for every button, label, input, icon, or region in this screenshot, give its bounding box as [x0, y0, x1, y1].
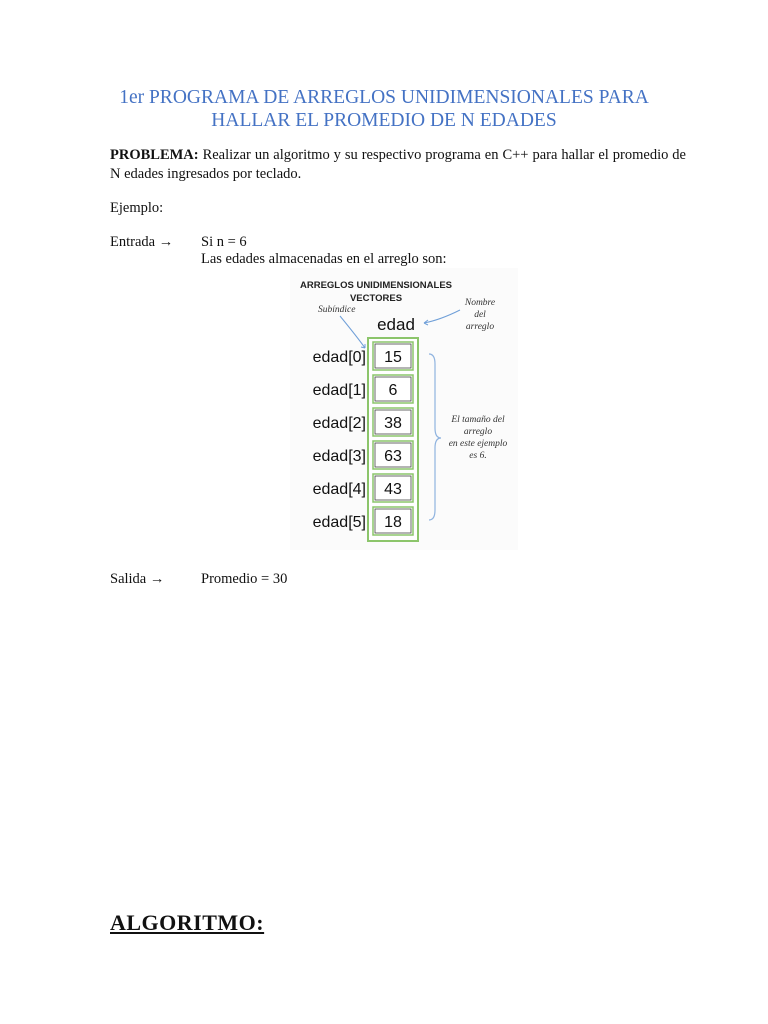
input-label: Entrada →	[110, 234, 174, 250]
array-index-label: edad[5]	[312, 514, 366, 531]
document-title	[60, 86, 708, 132]
array-value: 15	[384, 349, 402, 366]
array-name: edad	[377, 315, 415, 334]
subindex-note: Subíndice	[318, 305, 356, 315]
array-value: 38	[384, 415, 402, 432]
title-line-1: 1er PROGRAMA DE ARREGLOS UNIDIMENSIONALES PARA	[119, 87, 649, 108]
size-note-line-2: arreglo	[463, 427, 493, 437]
input-line-1: Si n = 6	[201, 234, 247, 250]
output-value: Promedio = 30	[201, 571, 288, 587]
array-index-label: edad[4]	[312, 481, 366, 498]
size-note-line-3: en este ejemplo	[448, 439, 508, 449]
example-label: Ejemplo:	[110, 200, 164, 216]
array-value: 18	[384, 514, 402, 531]
problem-label: PROBLEMA:	[110, 147, 199, 163]
name-note-line-3: arreglo	[465, 322, 495, 332]
array-diagram	[290, 268, 518, 550]
figure-header-line-1: ARREGLOS UNIDIMENSIONALES	[299, 280, 453, 291]
array-value: 6	[388, 382, 398, 399]
array-figure	[290, 268, 518, 550]
name-note-line-2: del	[474, 310, 486, 320]
output-label: Salida →	[110, 571, 165, 587]
name-note-line-1: Nombre	[464, 298, 496, 308]
array-value: 43	[384, 481, 402, 498]
array-index-label: edad[0]	[312, 349, 366, 366]
size-note-line-1: El tamaño del	[451, 415, 505, 425]
title-line-2: HALLAR EL PROMEDIO DE N EDADES	[211, 110, 557, 131]
array-index-label: edad[2]	[312, 415, 366, 432]
problem-paragraph	[110, 146, 686, 184]
size-note-line-4: es 6.	[469, 451, 487, 461]
array-index-label: edad[3]	[312, 448, 366, 465]
array-value: 63	[384, 448, 402, 465]
array-index-label: edad[1]	[312, 382, 366, 399]
input-line-2: Las edades almacenadas en el arreglo son:	[201, 251, 447, 267]
figure-header-line-2: VECTORES	[349, 293, 403, 304]
algorithm-heading: ALGORITMO:	[110, 910, 265, 935]
problem-text: Realizar un algoritmo y su respectivo programa en C++ para hallar el promedio de N edades ingresados por teclado.	[110, 147, 686, 182]
